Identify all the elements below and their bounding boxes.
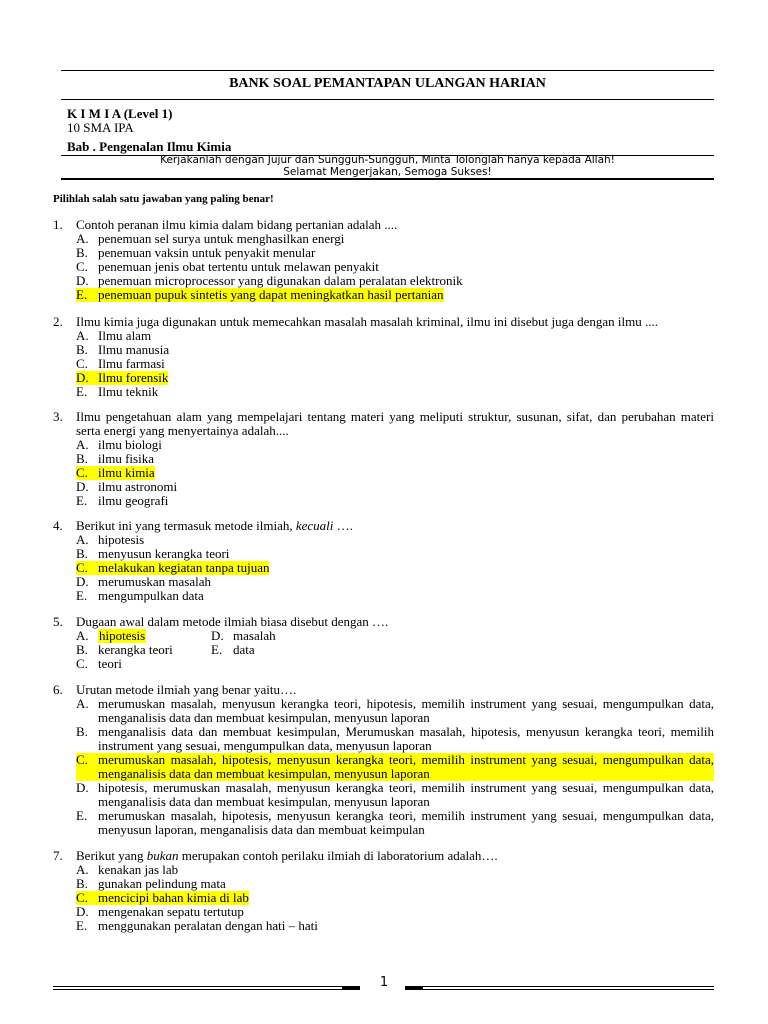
question-3 bbox=[53, 410, 714, 508]
option-b: B. gunakan pelindung mata bbox=[76, 876, 226, 891]
title-rule bbox=[61, 99, 714, 100]
option-d: D. masalah bbox=[211, 628, 276, 643]
question-number: 2. bbox=[53, 314, 63, 329]
question-text: Berikut yang bukan merupakan contoh perilaku ilmiah di laboratorium adalah…. bbox=[76, 848, 498, 863]
option-c-answer: C. merumuskan masalah, hipotesis, menyusun kerangka teori, memilih instrument yang sesuai, mengumpulkan data, menganalisis data dan membuat kesimpulan, menyusun laporan bbox=[76, 752, 714, 781]
grade-label: 10 SMA IPA bbox=[67, 120, 134, 135]
option-d-answer: D. Ilmu forensik bbox=[76, 370, 169, 385]
option-d: D. penemuan microprocessor yang digunakan dalam peralatan elektronik bbox=[76, 273, 463, 288]
question-text: Urutan metode ilmiah yang benar yaitu…. bbox=[76, 682, 297, 697]
option-e: E. Ilmu teknik bbox=[76, 384, 159, 399]
option-e: E. ilmu geografi bbox=[76, 493, 169, 508]
option-e: E. mengumpulkan data bbox=[76, 588, 204, 603]
question-number: 6. bbox=[53, 682, 63, 697]
question-7 bbox=[53, 849, 714, 933]
option-d: D. hipotesis, merumuskan masalah, menyusun kerangka teori, memilih instrument yang sesuai, mengumpulkan data, menganalisis data dan membuat kesimpulan, menyusun laporan bbox=[76, 780, 714, 809]
option-b: B. ilmu fisika bbox=[76, 451, 154, 466]
instruction-text: Pilihlah salah satu jawaban yang paling benar! bbox=[53, 193, 274, 205]
question-number: 3. bbox=[53, 409, 63, 424]
footer-dash-left bbox=[342, 986, 360, 989]
question-5 bbox=[53, 615, 714, 671]
motto-line-2: Selamat Mengerjakan, Semoga Sukses! bbox=[283, 166, 492, 178]
question-text: Ilmu pengetahuan alam yang mempelajari tentang materi yang meliputi struktur, susunan, sifat, dan perubahan materi serta energi yang menyertainya adalah.... bbox=[76, 409, 714, 438]
option-a: A. Ilmu alam bbox=[76, 328, 152, 343]
top-rule bbox=[61, 70, 714, 71]
question-2 bbox=[53, 315, 714, 399]
footer-line-right-top bbox=[405, 986, 714, 987]
question-number: 7. bbox=[53, 848, 63, 863]
question-text: Ilmu kimia juga digunakan untuk memecahkan masalah masalah kriminal, ilmu ini disebut juga dengan ilmu .... bbox=[76, 314, 658, 329]
footer-line-left-top bbox=[53, 986, 360, 987]
option-b: B. penemuan vaksin untuk penyakit menular bbox=[76, 245, 316, 260]
question-text: Berikut ini yang termasuk metode ilmiah, kecuali …. bbox=[76, 518, 353, 533]
option-c-answer: C. melakukan kegiatan tanpa tujuan bbox=[76, 560, 270, 575]
question-6 bbox=[53, 683, 714, 837]
question-text: Dugaan awal dalam metode ilmiah biasa disebut dengan …. bbox=[76, 614, 389, 629]
option-a-answer: A. hipotesis bbox=[76, 628, 146, 643]
option-e: E. data bbox=[211, 642, 255, 657]
motto-line-1: Kerjakanlah dengan Jujur dan Sungguh-Sungguh, Minta Tolonglah hanya kepada Allah! bbox=[160, 154, 615, 166]
page-number: 1 bbox=[379, 975, 389, 990]
question-4 bbox=[53, 519, 714, 603]
option-c: C. Ilmu farmasi bbox=[76, 356, 165, 371]
question-1 bbox=[53, 218, 714, 302]
option-e: E. merumuskan masalah, hipotesis, menyusun kerangka teori, memilih instrument yang sesuai, mengumpulkan data, menyusun laporan, menganalisis data dan membuat keimpulan bbox=[76, 808, 714, 837]
option-b: B. menyusun kerangka teori bbox=[76, 546, 230, 561]
option-c: C. teori bbox=[76, 656, 122, 671]
option-a: A. ilmu biologi bbox=[76, 437, 162, 452]
option-a: A. merumuskan masalah, menyusun kerangka teori, hipotesis, memilih instrument yang sesuai, mengumpulkan data, menganalisis data dan membuat kesimpulan, menyusun laporan bbox=[76, 696, 714, 725]
option-a: A. penemuan sel surya untuk menghasilkan energi bbox=[76, 231, 345, 246]
option-e: E. menggunakan peralatan dengan hati – hati bbox=[76, 918, 318, 933]
subject-label: K I M I A (Level 1) bbox=[67, 106, 173, 121]
page-title: BANK SOAL PEMANTAPAN ULANGAN HARIAN bbox=[229, 76, 546, 91]
chapter-label: Bab . Pengenalan Ilmu Kimia bbox=[67, 139, 232, 154]
option-a: A. hipotesis bbox=[76, 532, 145, 547]
option-b: B. Ilmu manusia bbox=[76, 342, 170, 357]
footer-line-right-bottom bbox=[405, 989, 714, 990]
question-number: 5. bbox=[53, 614, 63, 629]
footer-line-left-bottom bbox=[53, 989, 360, 990]
question-number: 4. bbox=[53, 518, 63, 533]
header-bottom-rule bbox=[61, 178, 714, 180]
option-c-answer: C. ilmu kimia bbox=[76, 465, 155, 480]
option-e-answer: E. penemuan pupuk sintetis yang dapat meningkatkan hasil pertanian bbox=[76, 287, 444, 302]
option-d: D. mengenakan sepatu tertutup bbox=[76, 904, 244, 919]
question-number: 1. bbox=[53, 217, 63, 232]
option-b: B. menganalisis data dan membuat kesimpulan, Merumuskan masalah, hipotesis, menyusun kerangka teori, memilih instrument yang sesuai, mengumpulkan data, menyusun laporan bbox=[76, 724, 714, 753]
option-d: D. merumuskan masalah bbox=[76, 574, 211, 589]
option-c: C. penemuan jenis obat tertentu untuk melawan penyakit bbox=[76, 259, 379, 274]
option-d: D. ilmu astronomi bbox=[76, 479, 178, 494]
option-b: B. kerangka teori bbox=[76, 642, 173, 657]
option-a: A. kenakan jas lab bbox=[76, 862, 179, 877]
option-c-answer: C. mencicipi bahan kimia di lab bbox=[76, 890, 249, 905]
question-text: Contoh peranan ilmu kimia dalam bidang pertanian adalah .... bbox=[76, 217, 398, 232]
